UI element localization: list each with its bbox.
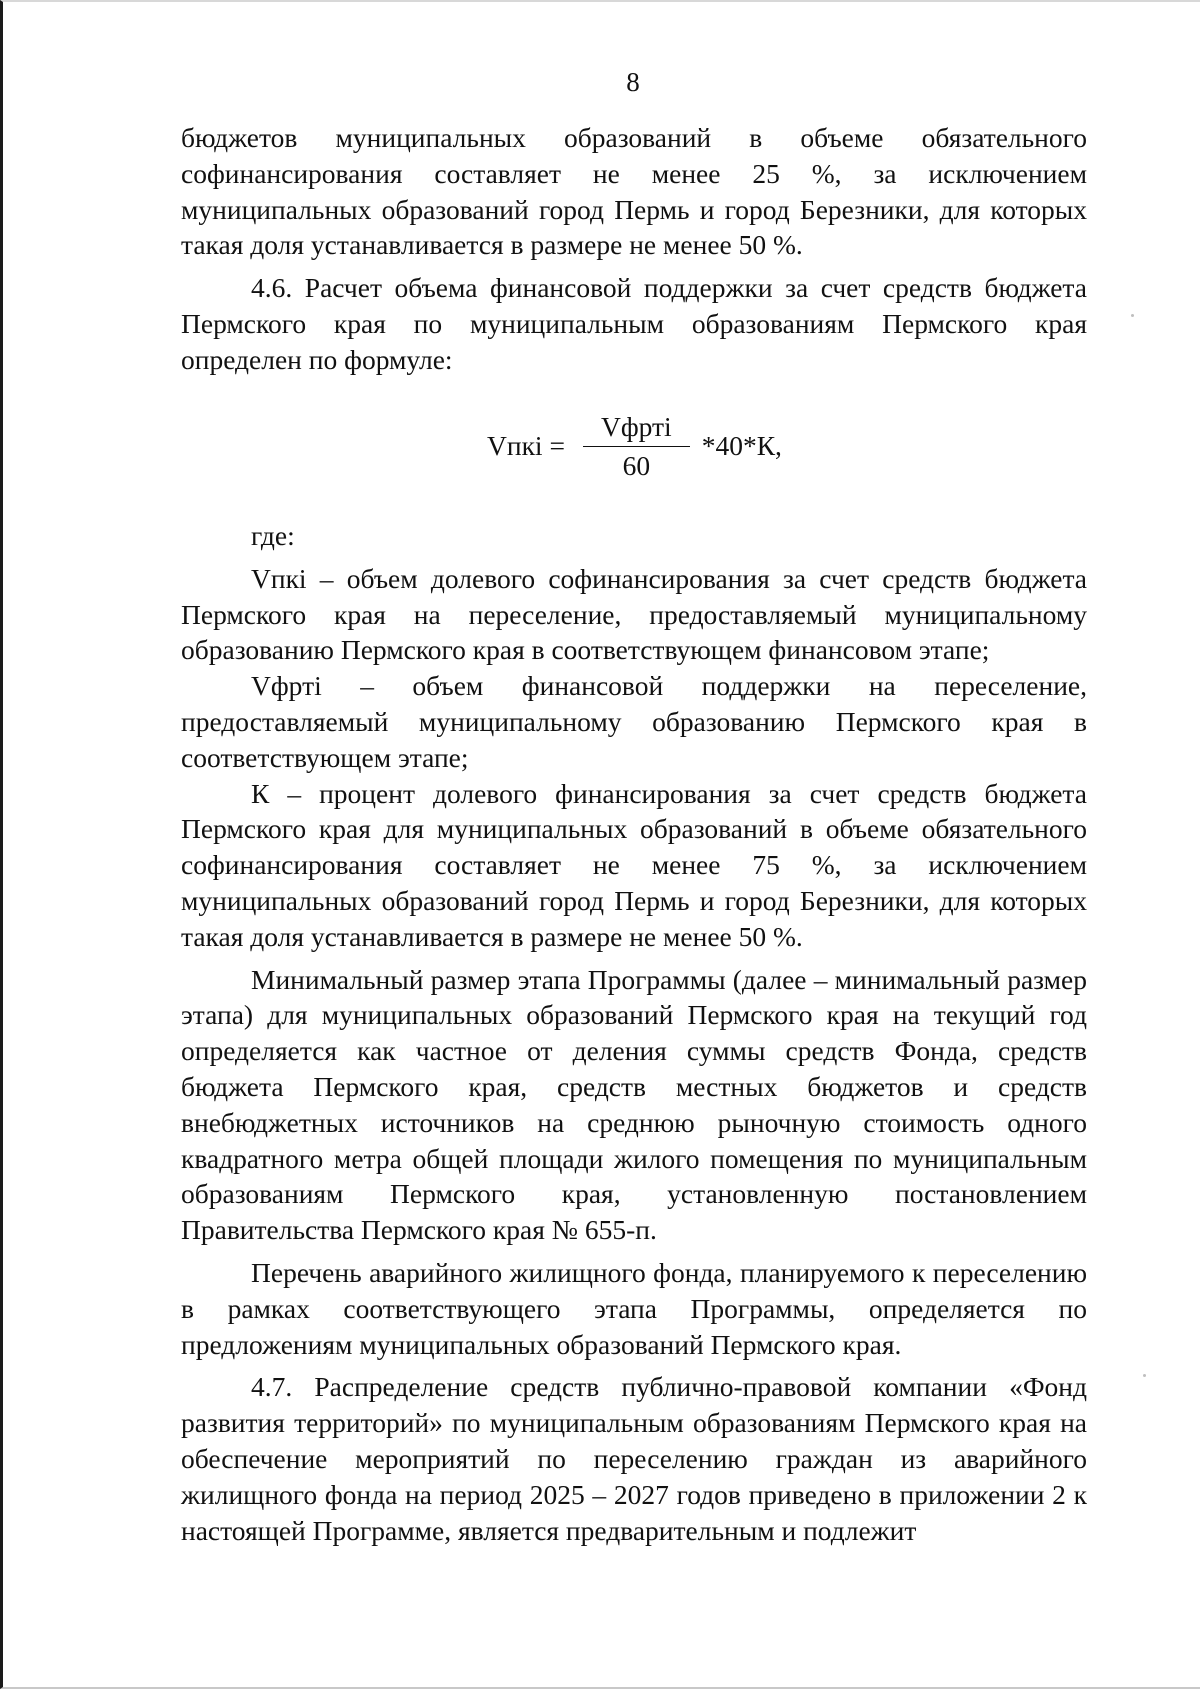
page-number: 8: [626, 67, 640, 97]
paragraph-vpki-definition: Vпкi – объем долевого софинансирования за счет средств бюджета Пермского края на переселение, предоставляемый муниципальному образованию Пермского края в соответствующем финансовом этапе;: [181, 562, 1087, 666]
text-block-main: [181, 518, 1087, 1548]
paragraph-budget-share: бюджетов муниципальных образований в объеме обязательного софинансирования составляет не менее 25 %, за исключением муниципальных образований город Пермь и город Березники, для которых такая доля устанавливается в размере не менее 50 %.: [181, 122, 1087, 261]
formula: [487, 406, 782, 486]
scan-speck: [1143, 1374, 1146, 1377]
text-block-top: [181, 120, 1087, 378]
paragraph-vfrti-definition: Vфрті – объем финансовой поддержки на переселение, предоставляемый муниципальному образованию Пермского края в соответствующем этапе;: [181, 670, 1087, 773]
scan-speck: [1131, 314, 1134, 317]
formula-fraction: [583, 411, 690, 482]
paragraph-k-definition: К – процент долевого финансирования за счет средств бюджета Пермского края для муниципальных образований в объеме обязательного софинансирования составляет не менее 75 %, за исключением муниципальных образований город Пермь и город Березники, для которых такая доля устанавливается в размере не менее 50 %.: [181, 777, 1087, 952]
paragraph-minimum-stage: Минимальный размер этапа Программы (далее – минимальный размер этапа) для муниципальных образований Пермского края на текущий год определяется как частное от деления суммы средств Фонда, средств бюджета Пермского края, средств местных бюджетов и средств внебюджетных источников на среднюю рыночную стоимость одного квадратного метра общей площади жилого помещения по муниципальным образованиям Пермского края, установленную постановлением Правительства Пермского края № 655-п.: [181, 963, 1087, 1246]
formula-numerator: Vфрті: [583, 411, 690, 447]
paragraph-emergency-housing-list: Перечень аварийного жилищного фонда, планируемого к переселению в рамках соответствующего этапа Программы, определяется по предложениям муниципальных образований Пермского края.: [181, 1256, 1087, 1360]
paragraph-4-6: 4.6. Расчет объема финансовой поддержки за счет средств бюджета Пермского края по муниципальным образованиям Пермского края определен по формуле:: [181, 272, 1087, 375]
paragraph-4-7: 4.7. Распределение средств публично-правовой компании «Фонд развития территорий» по муниципальным образованиям Пермского края на обеспечение мероприятий по переселению граждан из аварийного жилищного фонда на период 2025 – 2027 годов приведено в приложении 2 к настоящей Программе, является предварительным и подлежит: [181, 1371, 1087, 1546]
paragraph-where: где:: [251, 520, 295, 551]
formula-denominator: 60: [622, 449, 651, 481]
formula-rhs: *40*К,: [701, 430, 782, 461]
formula-lhs: Vпкi =: [487, 430, 565, 461]
